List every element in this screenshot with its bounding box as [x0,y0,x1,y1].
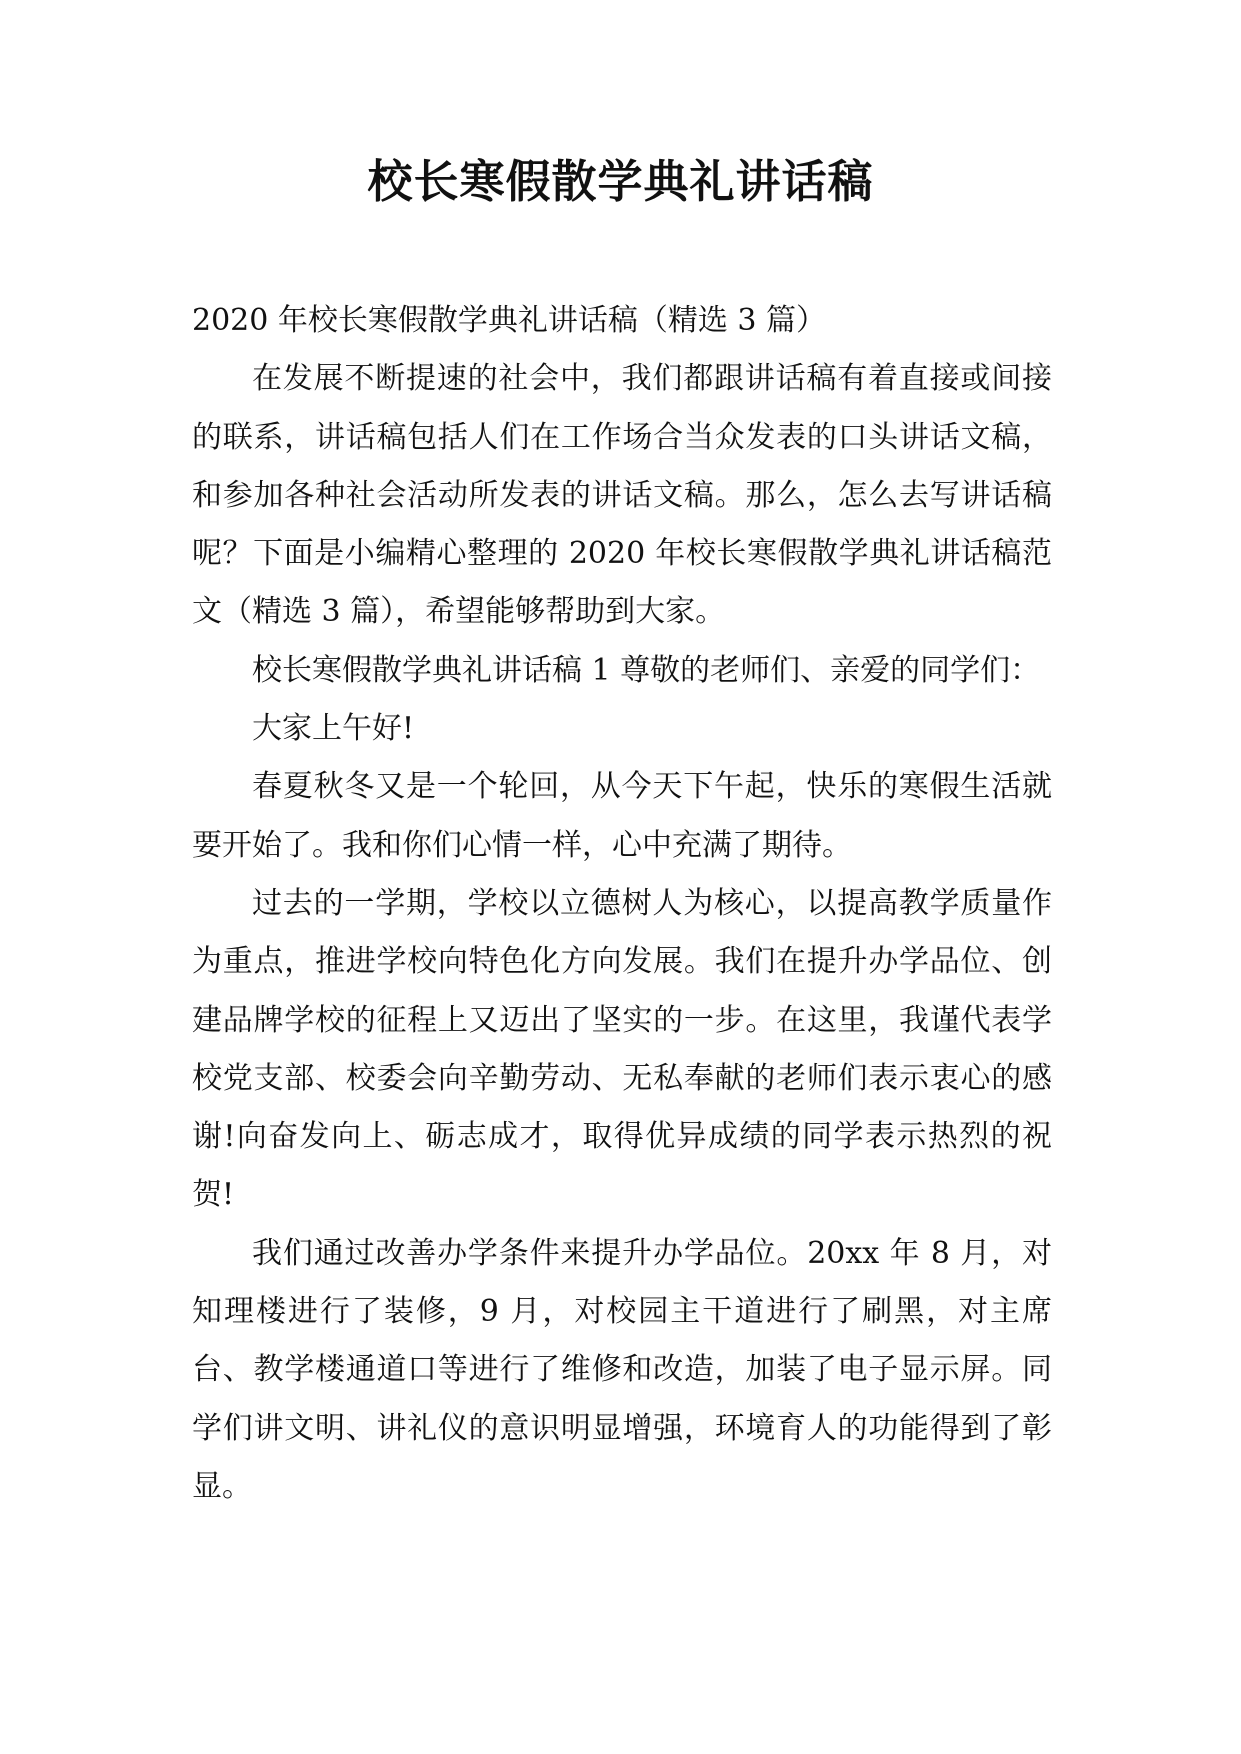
document-title: 校长寒假散学典礼讲话稿 [367,155,874,208]
body-paragraph: 过去的一学期，学校以立德树人为核心，以提高教学质量作为重点，推进学校向特色化方向发展。我们在提升办学品位、创建品牌学校的征程上又迈出了坚实的一步。在这里，我谨代表学校党支部、校委会向辛勤劳动、无私奉献的老师们表示衷心的感谢!向奋发向上、砺志成才，取得优异成绩的同学表示热烈的祝贺! [192,885,1052,1213]
document-body [192,292,1052,1516]
intro-paragraph: 在发展不断提速的社会中，我们都跟讲话稿有着直接或间接的联系，讲话稿包括人们在工作场合当众发表的口头讲话文稿，和参加各种社会活动所发表的讲话文稿。那么，怎么去写讲话稿呢？下面是小编精心整理的 2020 年校长寒假散学典礼讲话稿范文（精选 3 篇），希望能够帮助到大家。 [192,361,1052,630]
body-paragraph: 我们通过改善办学条件来提升办学品位。20xx 年 8 月，对知理楼进行了装修，9 月，对校园主干道进行了刷黑，对主席台、教学楼通道口等进行了维修和改造，加装了电子显示屏。同学们讲文明、讲礼仪的意识明显增强，环境育人的功能得到了彰显。 [192,1235,1052,1504]
salutation-paragraph: 大家上午好! [252,711,415,747]
speech-greeting-paragraph: 校长寒假散学典礼讲话稿 1 尊敬的老师们、亲爱的同学们： [252,652,1041,688]
document-subtitle: 2020 年校长寒假散学典礼讲话稿（精选 3 篇） [192,303,827,338]
body-paragraph: 春夏秋冬又是一个轮回，从今天下午起，快乐的寒假生活就要开始了。我和你们心情一样，心中充满了期待。 [192,769,1052,863]
